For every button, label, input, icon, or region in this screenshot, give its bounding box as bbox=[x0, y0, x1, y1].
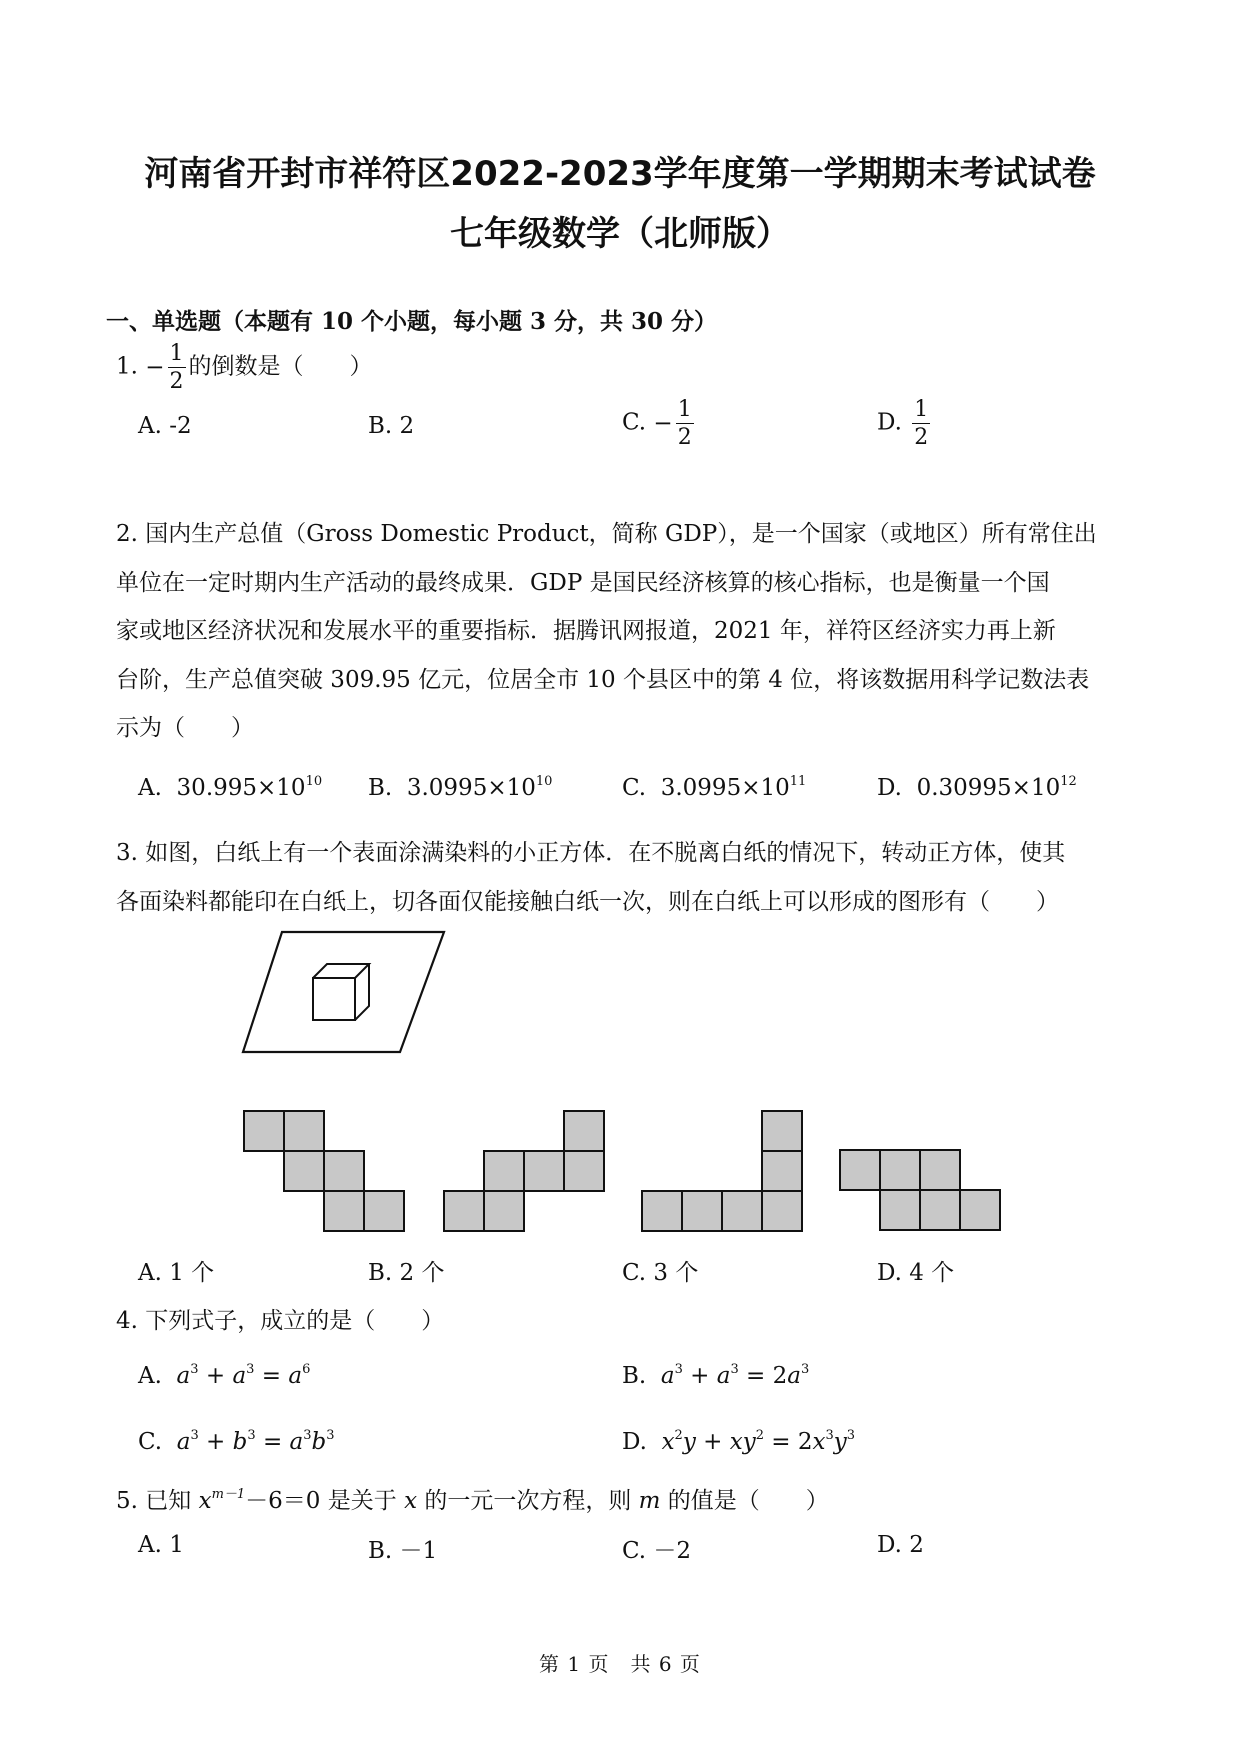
option-label: C. bbox=[138, 1429, 163, 1455]
option-value: 3.0995×10 bbox=[660, 775, 790, 801]
question-text: 的值是（ ） bbox=[667, 1488, 829, 1514]
q1-option-d bbox=[877, 398, 933, 449]
q1-option-b: B. 2 bbox=[368, 413, 415, 439]
cube-net-2 bbox=[442, 1109, 606, 1235]
question-number: 1. bbox=[116, 353, 138, 380]
q2-option-c bbox=[622, 774, 806, 801]
page-subtitle: 七年级数学（北师版） bbox=[450, 214, 790, 254]
cube-net-4 bbox=[838, 1148, 1002, 1234]
option-label: C. bbox=[622, 409, 647, 436]
exponent: 11 bbox=[789, 774, 807, 789]
q2-option-b bbox=[368, 774, 552, 801]
question-4-stem: 4. 下列式子，成立的是（ ） bbox=[116, 1308, 445, 1334]
cube-icon bbox=[313, 964, 369, 1020]
q4-option-c: C. $a^3 + b^3 = a^3b^3$ bbox=[138, 1428, 335, 1455]
exponent: m－1 bbox=[211, 1487, 246, 1502]
exponent: 10 bbox=[305, 774, 323, 789]
option-label: D. bbox=[622, 1429, 647, 1455]
paper-outline bbox=[243, 932, 444, 1052]
section-title: 一、单选题（本题有 10 个小题，每小题 3 分，共 30 分） bbox=[106, 308, 718, 335]
option-label: B. bbox=[622, 1363, 647, 1389]
q5-option-b: B. －1 bbox=[368, 1538, 438, 1564]
question-2-text bbox=[116, 510, 1126, 753]
question-3-text bbox=[116, 829, 1126, 926]
q1-option-c bbox=[622, 398, 697, 449]
q4-option-a: A. $a^3 + a^3 = a^6$ bbox=[138, 1362, 311, 1389]
variable: x bbox=[198, 1488, 212, 1514]
fraction-one-half: $\frac{1}{2}$ bbox=[677, 397, 692, 451]
minus-sign: − bbox=[653, 410, 673, 437]
q2-option-d bbox=[877, 774, 1077, 801]
question-line: 台阶，生产总值突破 309.95 亿元，位居全市 10 个县区中的第 4 位，将该数据用科学记数法表 bbox=[116, 666, 1090, 693]
option-value: 30.995×10 bbox=[176, 775, 306, 801]
q5-option-c: C. －2 bbox=[622, 1538, 692, 1564]
question-stem: 的倒数是（ ） bbox=[188, 353, 373, 380]
cube-net-1 bbox=[242, 1109, 406, 1235]
q5-option-a: A. 1 bbox=[138, 1532, 184, 1558]
option-label: A. bbox=[138, 775, 162, 801]
question-line: 3. 如图，白纸上有一个表面涂满染料的小正方体．在不脱离白纸的情况下，转动正方体，使其 bbox=[116, 840, 1066, 866]
option-label: C. bbox=[622, 775, 647, 801]
exponent: 10 bbox=[535, 774, 553, 789]
cube-net-3 bbox=[640, 1109, 804, 1235]
fraction-one-half: $\frac{1}{2}$ bbox=[169, 341, 184, 395]
page-footer: 第 1 页 共 6 页 bbox=[539, 1652, 701, 1676]
option-label: B. bbox=[368, 775, 393, 801]
question-text: －6＝0 是关于 bbox=[245, 1488, 397, 1514]
question-line: 2. 国内生产总值（Gross Domestic Product，简称 GDP），是一个国家（或地区）所有常住出 bbox=[116, 521, 1097, 547]
question-5-stem bbox=[116, 1482, 829, 1515]
q5-option-d: D. 2 bbox=[877, 1532, 924, 1558]
q4-option-b: B. $a^3 + a^3 = 2a^3$ bbox=[622, 1362, 810, 1389]
q2-option-a bbox=[138, 774, 322, 801]
q3-option-c: C. 3 个 bbox=[622, 1260, 699, 1286]
q3-option-d: D. 4 个 bbox=[877, 1260, 955, 1286]
q4-option-d: D. $x^2y + xy^2 = 2x^3y^3$ bbox=[622, 1428, 856, 1455]
question-line: 单位在一定时期内生产活动的最终成果．GDP 是国民经济核算的核心指标，也是衡量一个国 bbox=[116, 569, 1050, 596]
minus-sign: − bbox=[145, 354, 165, 381]
exponent: 12 bbox=[1060, 774, 1077, 789]
fraction-one-half: $\frac{1}{2}$ bbox=[914, 397, 929, 451]
q1-option-a: A. -2 bbox=[138, 413, 192, 439]
option-value: 3.0995×10 bbox=[406, 775, 536, 801]
page-title: 河南省开封市祥符区2022-2023学年度第一学期期末考试试卷 bbox=[144, 154, 1096, 194]
question-line: 家或地区经济状况和发展水平的重要指标．据腾讯网报道，2021 年，祥符区经济实力再上新 bbox=[116, 618, 1056, 644]
question-text: 的一元一次方程，则 bbox=[424, 1488, 632, 1514]
variable: m bbox=[638, 1488, 661, 1514]
question-text: 5. 已知 bbox=[116, 1488, 192, 1514]
q3-option-b: B. 2 个 bbox=[368, 1260, 445, 1286]
q3-option-a: A. 1 个 bbox=[138, 1260, 215, 1286]
question-line: 示为（ ） bbox=[116, 715, 254, 741]
question-1 bbox=[116, 342, 373, 393]
option-label: A. bbox=[138, 1363, 162, 1389]
question-line: 各面染料都能印在白纸上，切各面仅能接触白纸一次，则在白纸上可以形成的图形有（ ） bbox=[116, 888, 1059, 915]
option-value: 0.30995×10 bbox=[916, 775, 1061, 801]
option-label: D. bbox=[877, 775, 902, 801]
variable: x bbox=[404, 1488, 418, 1514]
paper-with-cube-figure bbox=[240, 930, 450, 1060]
option-label: D. bbox=[877, 409, 902, 436]
